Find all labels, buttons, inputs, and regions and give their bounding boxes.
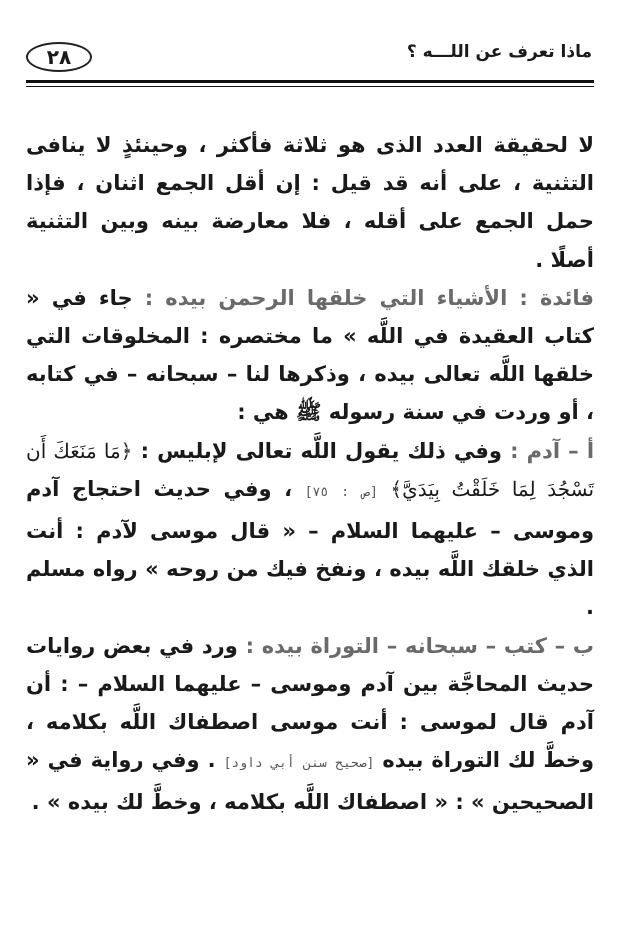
section-heading-adam: أ – آدم : [510,438,595,463]
paragraph-2 [26,279,594,432]
paragraph-2-end: هي : [237,400,289,425]
header-rule-thin [26,86,594,87]
paragraph-2-text: جاء في « كتاب العقيدة في اللَّه » ما مختصره : المخلوقات التي خلقها اللَّه تعالى بيده ، وذكرها لنا – سبحانه – في كتابه ، أو وردت في سنة رسوله [26,285,594,425]
quran-verse: ﴿مَا مَنَعَكَ أَن تَسْجُدَ لِمَا خَلَقْتُ بِيَدَيَّ﴾ [26,438,595,501]
paragraph-3-text-2: ، وفي حديث احتجاج آدم وموسى – عليهما السلام – « قال موسى لآدم : أنت الذي خلقك اللَّه بيده ، ونفخ فيك من روحه » رواه مسلم . [26,476,594,620]
hadith-source: [صحيح سنن أبي داود] [223,756,375,772]
paragraph-4 [26,627,594,822]
body-text [26,126,594,822]
paragraph-3 [26,432,594,627]
paragraph-4-text-2: . وفي رواية في « الصحيحين » : « اصطفاك اللَّه بكلامه ، وخطَّ لك بيده » . [26,748,594,815]
verse-reference: [ص : ٧٥] [304,484,378,500]
paragraph-4-text-1: ورد في بعض روايات حديث المحاجَّة بين آدم وموسى – عليهما السلام – : أن آدم قال لموسى : أنت موسى اصطفاك اللَّه بكلامه ، وخطَّ لك التوراة بيده [26,633,595,773]
section-heading-benefit: فائدة : الأشياء التي خلقها الرحمن بيده : [144,285,595,310]
page-number: ٢٨ [26,42,92,72]
section-heading-torah: ب – كتب – سبحانه – التوراة بيده : [245,633,595,658]
salawat-glyph: ﷺ [296,400,322,425]
paragraph-3-text-1: وفي ذلك يقول اللَّه تعالى لإبليس : [140,438,502,463]
paragraph-1: لا لحقيقة العدد الذى هو ثلاثة فأكثر ، وحينئذٍ لا ينافى التثنية ، على أنه قد قيل : إن أقل الجمع اثنان ، فإذا حمل الجمع على أقله ، فلا معارضة بينه وبين التثنية أصلًا . [26,133,594,272]
header-rule-thick [26,80,594,83]
page-header [26,38,594,86]
running-title: ماذا تعرف عن اللـــه ؟ [406,42,592,62]
